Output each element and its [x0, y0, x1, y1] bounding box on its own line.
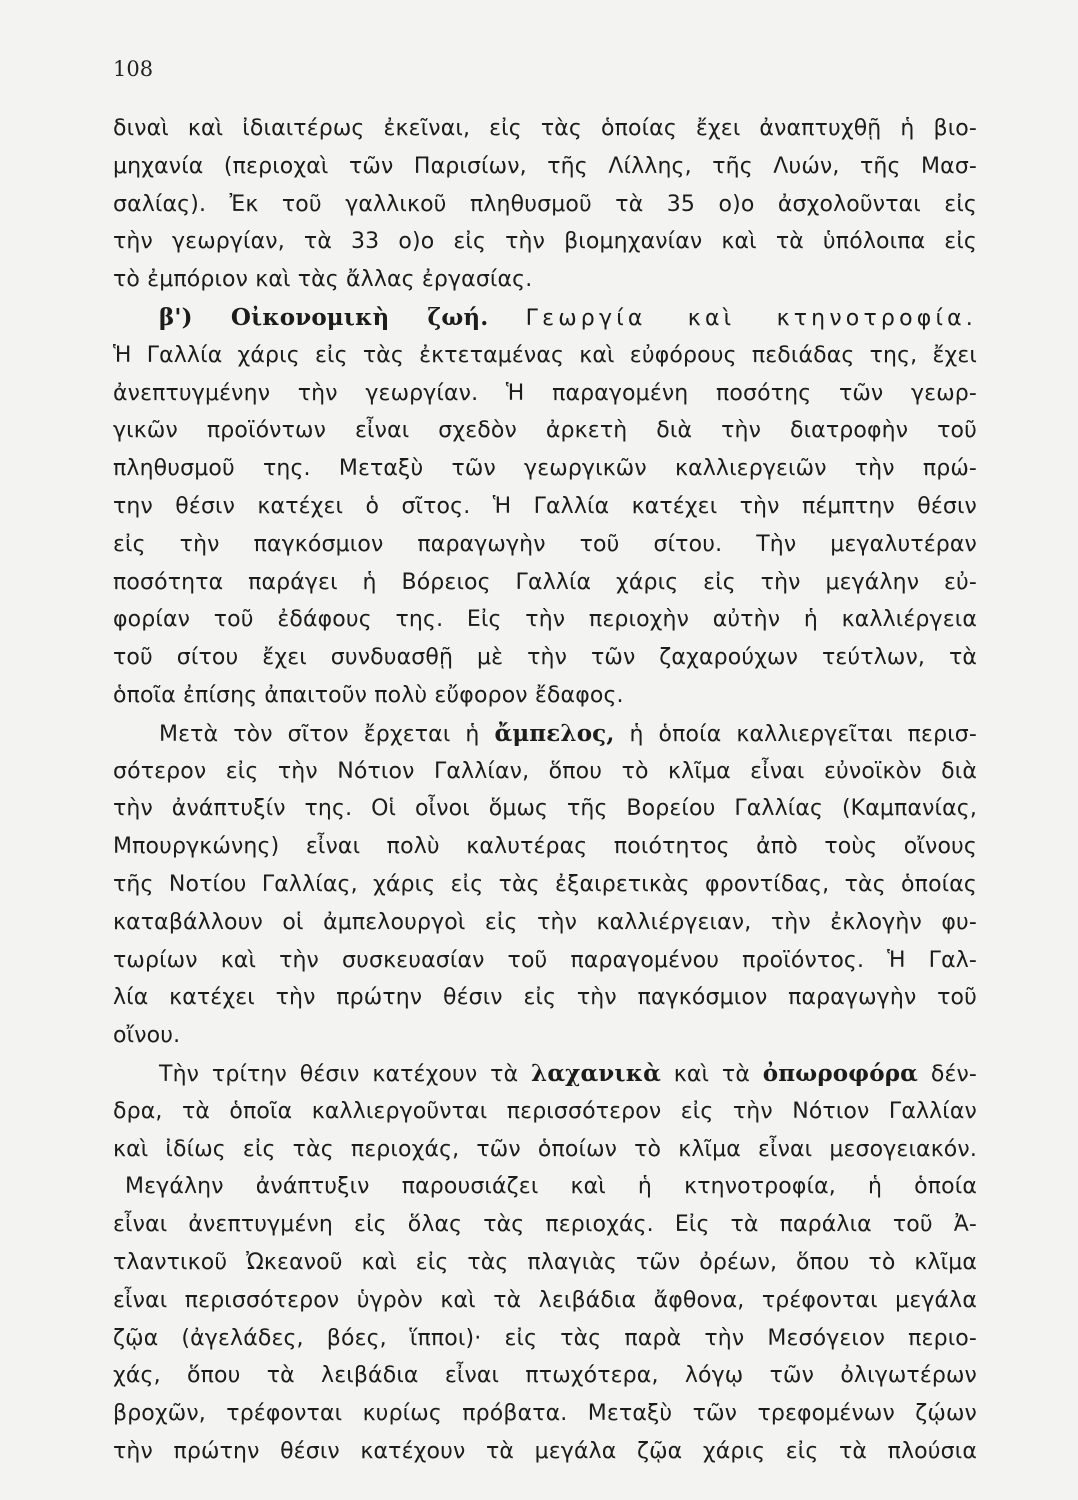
text-line: καταβάλλουν οἱ ἀμπελουργοὶ εἰς τὴν καλλιέργειαν, τὴν ἐκλογὴν φυ- [113, 909, 977, 935]
text-line: Μπουργκώνης) εἶναι πολὺ καλυτέρας ποιότητος ἀπὸ τοὺς οἴνους [113, 834, 977, 860]
text-line: τὴν ἀνάπτυξίν της. Οἱ οἶνοι ὅμως τῆς Βορείου Γαλλίας (Καμπανίας, [113, 796, 977, 822]
text-line: χάς, ὅπου τὰ λειβάδια εἶναι πτωχότερα, λόγῳ τῶν ὀλιγωτέρων [113, 1363, 977, 1389]
text-fragment: ἡ ὁποία καλλιεργεῖται περισ- [614, 721, 977, 747]
text-fragment: δέν- [918, 1061, 978, 1087]
section-subtitle: Γεωργία καὶ κτηνοτροφία. [525, 305, 977, 331]
text-line: ὁποῖα ἐπίσης ἀπαιτοῦν πολὺ εὔφορον ἔδαφος. [113, 682, 624, 708]
text-line: μηχανία (περιοχαὶ τῶν Παρισίων, τῆς Λίλλης, τῆς Λυών, τῆς Μασ- [113, 153, 977, 179]
text-line [113, 1055, 977, 1093]
text-line: τὸ ἐμπόριον καὶ τὰς ἄλλας ἐργασίας. [113, 267, 533, 293]
section-heading-line [113, 299, 977, 337]
text-line: τωρίων καὶ τὴν συσκευασίαν τοῦ παραγομένου προϊόντος. Ἡ Γαλ- [113, 947, 977, 973]
text-line: εἶναι ἀνεπτυγμένη εἰς ὅλας τὰς περιοχάς. Εἰς τὰ παράλια τοῦ Ἀ- [113, 1212, 977, 1238]
text-line: σαλίας). Ἐκ τοῦ γαλλικοῦ πληθυσμοῦ τὰ 35 ο)ο ἀσχολοῦνται εἰς [113, 191, 977, 217]
text-line: σότερον εἰς τὴν Νότιον Γαλλίαν, ὅπου τὸ κλῖμα εἶναι εὐνοϊκὸν διὰ [113, 758, 977, 784]
text-fragment: Μετὰ τὸν σῖτον ἔρχεται ἡ [159, 721, 495, 747]
page-number: 108 [113, 57, 154, 81]
bold-term: ἄμπελος, [494, 719, 615, 747]
text-fragment: καὶ τὰ [660, 1061, 763, 1087]
text-line: διναὶ καὶ ἰδιαιτέρως ἐκεῖναι, εἰς τὰς ὁποίας ἔχει ἀναπτυχθῇ ἡ βιο- [113, 116, 977, 141]
text-line: ζῷα (ἀγελάδες, βόες, ἵπποι)· εἰς τὰς παρὰ τὴν Μεσόγειον περιο- [113, 1325, 977, 1351]
text-line: Μεγάλην ἀνάπτυξιν παρουσιάζει καὶ ἡ κτηνοτροφία, ἡ ὁποία [125, 1174, 977, 1200]
text-line: τὴν πρώτην θέσιν κατέχουν τὰ μεγάλα ζῷα χάρις εἰς τὰ πλούσια [113, 1438, 977, 1464]
text-line: Ἡ Γαλλία χάρις εἰς τὰς ἐκτεταμένας καὶ εὐφόρους πεδιάδας της, ἔχει [113, 342, 977, 368]
text-line: τὴν γεωργίαν, τὰ 33 ο)ο εἰς τὴν βιομηχανίαν καὶ τὰ ὑπόλοιπα εἰς [113, 229, 977, 255]
text-line: φορίαν τοῦ ἐδάφους της. Εἰς τὴν περιοχὴν αὐτὴν ἡ καλλιέργεια [113, 607, 977, 633]
text-line: λία κατέχει τὴν πρώτην θέσιν εἰς τὴν παγκόσμιον παραγωγὴν τοῦ [113, 985, 977, 1011]
text-line: τοῦ σίτου ἔχει συνδυασθῇ μὲ τὴν τῶν ζαχαρούχων τεύτλων, τὰ [113, 645, 977, 671]
text-line: ποσότητα παράγει ἡ Βόρειος Γαλλία χάρις εἰς τὴν μεγάλην εὐ- [113, 569, 977, 595]
body-text [113, 110, 977, 1471]
text-line: την θέσιν κατέχει ὁ σῖτος. Ἡ Γαλλία κατέχει τὴν πέμπτην θέσιν [113, 493, 977, 519]
text-line: εἶναι περισσότερον ὑγρὸν καὶ τὰ λειβάδια ἄφθονα, τρέφονται μεγάλα [113, 1287, 977, 1313]
text-line: τῆς Νοτίου Γαλλίας, χάρις εἰς τὰς ἐξαιρετικὰς φροντίδας, τὰς ὁποίας [113, 871, 977, 897]
text-line: βροχῶν, τρέφονται κυρίως πρόβατα. Μεταξὺ τῶν τρεφομένων ζῴων [113, 1401, 977, 1427]
text-fragment: Τὴν τρίτην θέσιν κατέχουν τὰ [159, 1061, 532, 1087]
text-line: τλαντικοῦ Ὠκεανοῦ καὶ εἰς τὰς πλαγιὰς τῶν ὀρέων, ὅπου τὸ κλῖμα [113, 1249, 977, 1275]
text-line [113, 715, 977, 753]
section-heading: β') Οἰκονομικὴ ζωή. [159, 303, 489, 331]
text-line: οἴνου. [113, 1023, 181, 1049]
text-line: πληθυσμοῦ της. Μεταξὺ τῶν γεωργικῶν καλλιεργειῶν τὴν πρώ- [113, 456, 977, 482]
text-line: γικῶν προϊόντων εἶναι σχεδὸν ἀρκετὴ διὰ τὴν διατροφὴν τοῦ [113, 418, 977, 444]
text-line: καὶ ἰδίως εἰς τὰς περιοχάς, τῶν ὁποίων τὸ κλῖμα εἶναι μεσογειακόν. [113, 1136, 977, 1162]
bold-term: λαχανικὰ [531, 1059, 661, 1087]
text-line: δρα, τὰ ὁποῖα καλλιεργοῦνται περισσότερον εἰς τὴν Νότιον Γαλλίαν [113, 1098, 977, 1124]
bold-term: ὀπωροφόρα [762, 1059, 919, 1087]
text-line: εἰς τὴν παγκόσμιον παραγωγὴν τοῦ σίτου. Τὴν μεγαλυτέραν [113, 531, 977, 557]
text-line: ἀνεπτυγμένην τὴν γεωργίαν. Ἡ παραγομένη ποσότης τῶν γεωρ- [113, 380, 977, 406]
